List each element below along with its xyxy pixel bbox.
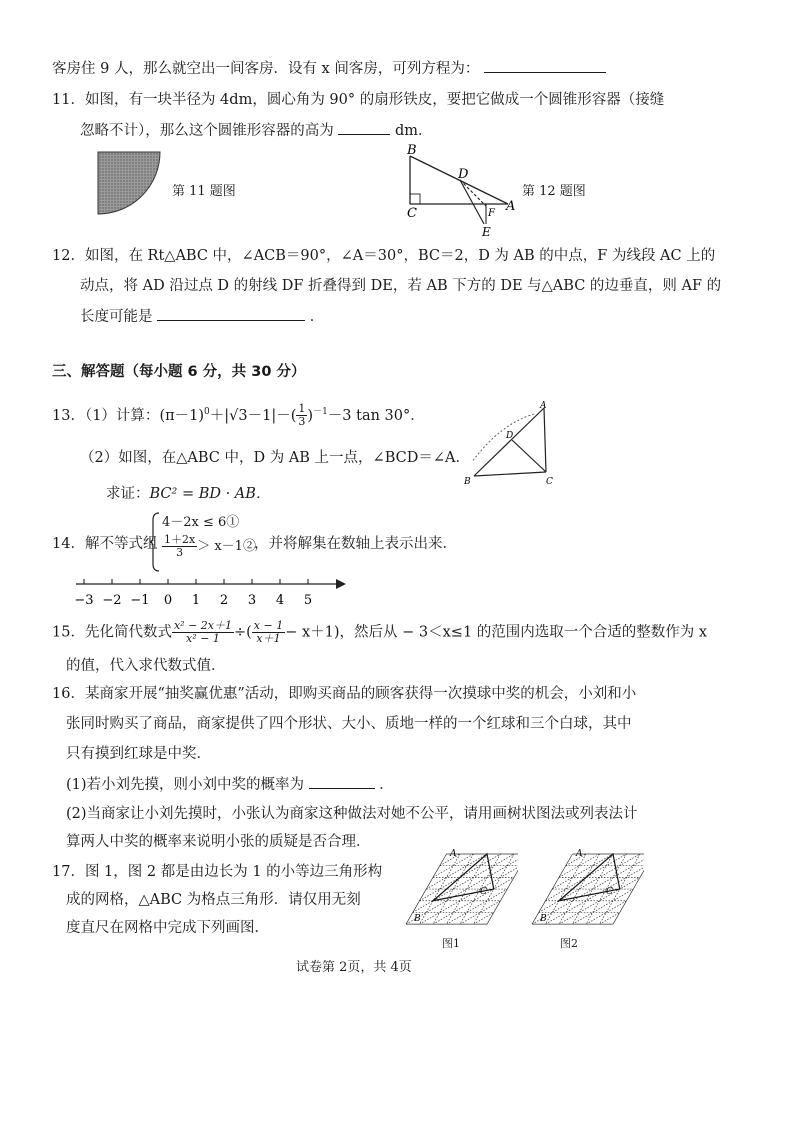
q15-rest: − x＋1)，然后从 − 3＜x≤1 的范围内选取一个合适的整数作为 x bbox=[285, 624, 708, 641]
grid-line bbox=[447, 889, 508, 924]
q12-label-b: B bbox=[407, 143, 417, 158]
number-line-tick-label: 5 bbox=[303, 593, 313, 608]
number-line-tick-label: 2 bbox=[219, 593, 229, 608]
q12-text-3: 长度可能是 bbox=[80, 309, 153, 325]
q14-number-line bbox=[70, 574, 350, 610]
number-line-tick-label: 1 bbox=[191, 593, 201, 608]
q13-exp-zero: 0 bbox=[204, 407, 210, 417]
q12-figure-caption: 第 12 题图 bbox=[522, 184, 586, 199]
q13-label-d: D bbox=[506, 431, 514, 441]
q14-ineq2-fraction bbox=[162, 534, 197, 559]
q11-line2 bbox=[80, 120, 433, 141]
q17-number: 17． bbox=[52, 864, 85, 880]
q14-number: 14． bbox=[52, 536, 85, 552]
q17-line3: 度直尺在网格中完成下列画图． bbox=[66, 920, 269, 936]
q11-unit: dm． bbox=[394, 123, 433, 139]
grid-line bbox=[420, 866, 519, 924]
q12-label-c: C bbox=[407, 206, 417, 221]
q13-part1-label: （1）计算： bbox=[84, 407, 160, 424]
q11-line1 bbox=[52, 90, 664, 110]
q16-part1 bbox=[66, 774, 394, 795]
q17-grid-figure-2 bbox=[514, 844, 644, 952]
q16-part2-line1: (2)当商家让小刘先摸时，小张认为商家这种做法对她不公平，请用画树状图法或列表法计 bbox=[66, 806, 638, 822]
q15-fraction-2 bbox=[252, 620, 285, 645]
q11-number: 11． bbox=[52, 92, 85, 108]
q12-triangle-figure bbox=[398, 142, 522, 238]
q13-part1-line: 13．（1）计算：$(\pi-1)^0+|√3-1|-$( $\frac{1}{3}$ )$^{-1}$－3 tan 30°． bbox=[52, 402, 425, 429]
q15-div: ÷( bbox=[233, 624, 252, 641]
q14-ineq2-rest: ＞ x－1② bbox=[197, 539, 256, 554]
q14-line bbox=[52, 534, 157, 554]
q13-label-a: A bbox=[540, 401, 547, 411]
q13-exp-neg1: －1 bbox=[313, 407, 328, 417]
q17-fig1-caption: 图1 bbox=[442, 937, 460, 950]
q13-expr-c: －3 tan 30°． bbox=[327, 407, 425, 424]
q16-part2-line2: 算两人中奖的概率来说明小张的质疑是否合理． bbox=[66, 834, 371, 850]
q14-brace bbox=[150, 512, 160, 572]
q14-ineq1: 4－2x ≤ 6① bbox=[162, 515, 240, 530]
q16-part1-end: ． bbox=[379, 777, 394, 793]
q13-part2-line: （2）如图，在△ABC 中，D 为 AB 上一点，∠BCD＝∠A． bbox=[80, 450, 470, 466]
q12-end-mark: ． bbox=[309, 309, 325, 325]
q17-line2: 成的网格，△ABC 为格点三角形．请仅用无刻 bbox=[66, 892, 361, 908]
q14-ineq2-den: 3 bbox=[176, 546, 184, 559]
q16-part1-text: (1)若小刘先摸，则小刘中奖的概率为 bbox=[66, 777, 305, 793]
q12-number: 12． bbox=[52, 248, 85, 264]
q13-prove-label: 求证： bbox=[106, 486, 150, 502]
section3-title: 三、解答题（每小题 6 分，共 30 分） bbox=[52, 364, 306, 380]
q15-line2: 的值，代入求代数式值． bbox=[66, 658, 226, 674]
q17-fig1-label-b: B bbox=[414, 914, 421, 924]
q14-label: 解不等式组 bbox=[84, 536, 158, 552]
q12-label-d: D bbox=[458, 167, 469, 182]
q13-label-b: B bbox=[464, 477, 471, 487]
q15-f1-den: x² − 1 bbox=[186, 632, 220, 645]
q13-prove-expr: BC² = BD · AB． bbox=[149, 486, 271, 502]
q13-label-c: C bbox=[546, 477, 553, 487]
grid-line bbox=[546, 866, 645, 924]
q17-line1 bbox=[52, 862, 382, 882]
q12-answer-blank[interactable] bbox=[157, 306, 305, 321]
q14-ineq2 bbox=[162, 534, 256, 559]
q12-label-a: A bbox=[506, 199, 516, 214]
q10-tail-line bbox=[52, 58, 606, 79]
q12-line2: 动点，将 AD 沿过点 D 的射线 DF 折叠得到 DE，若 AB 下方的 DE 与△ABC 的边垂直，则 AF 的 bbox=[80, 278, 722, 294]
q17-fig2-label-a: A bbox=[576, 849, 583, 859]
q16-number: 16． bbox=[52, 686, 85, 702]
q15-number: 15． bbox=[52, 624, 85, 641]
q15-line1 bbox=[52, 620, 707, 645]
q16-line3: 只有摸到红球是中奖． bbox=[66, 746, 211, 762]
number-line-arrow-icon bbox=[336, 579, 346, 589]
grid-line bbox=[406, 854, 447, 924]
q10-answer-blank[interactable] bbox=[484, 58, 606, 73]
q15-f2-num: x − 1 bbox=[253, 619, 284, 632]
q12-line3 bbox=[80, 306, 324, 327]
q13-frac-den: 3 bbox=[298, 415, 306, 429]
q13-triangle-figure bbox=[460, 400, 560, 490]
q12-label-f: F bbox=[488, 208, 495, 219]
grid-line bbox=[532, 854, 573, 924]
q17-fig2-label-c: C bbox=[606, 887, 613, 897]
q11-text-1: 如图，有一块半径为 4dm，圆心角为 90° 的扇形铁皮，要把它做成一个圆锥形容器（接缝 bbox=[84, 92, 665, 108]
q16-line1 bbox=[52, 684, 636, 704]
q17-fig1-label-a: A bbox=[450, 849, 457, 859]
q17-fig2-label-b: B bbox=[540, 914, 547, 924]
q15-fraction-1 bbox=[172, 620, 234, 645]
q15-label: 先化简代数式 bbox=[84, 624, 172, 641]
grid-line bbox=[406, 854, 518, 924]
grid-line bbox=[573, 889, 634, 924]
q15-f1-num: x² − 2x＋1 bbox=[173, 619, 232, 632]
q11-text-2: 忽略不计），那么这个圆锥形容器的高为 bbox=[80, 123, 334, 139]
q13-expr-b: ＋|√3－1|－ bbox=[209, 407, 291, 424]
number-line-tick-label: −1 bbox=[130, 593, 150, 608]
q17-text-1: 图 1，图 2 都是由边长为 1 的小等边三角形构 bbox=[84, 864, 383, 880]
q14-tail: ，并将解集在数轴上表示出来． bbox=[254, 536, 457, 552]
q13-expr-a: (π－1) bbox=[159, 407, 205, 424]
q11-answer-blank[interactable] bbox=[338, 120, 390, 135]
q11-figure-caption: 第 11 题图 bbox=[172, 184, 236, 199]
grid-line bbox=[532, 854, 644, 924]
q12-text-1: 如图，在 Rt△ABC 中，∠ACB＝90°，∠A＝30°，BC＝2，D 为 AB 的中点，F 为线段 AC 上的 bbox=[84, 248, 716, 264]
number-line-tick-label: 4 bbox=[275, 593, 285, 608]
number-line-tick-label: −3 bbox=[74, 593, 94, 608]
number-line-tick-label: −2 bbox=[102, 593, 122, 608]
page-footer: 试卷第 2页，共 4页 bbox=[296, 960, 412, 975]
q10-tail-text: 客房住 9 人，那么就空出一间客房．设有 x 间客房，可列方程为： bbox=[52, 61, 480, 77]
q14-ineq2-num: 1＋2x bbox=[164, 533, 196, 546]
q13-frac-num: 1 bbox=[298, 402, 306, 416]
number-line-tick-label: 3 bbox=[247, 593, 257, 608]
q17-fig2-caption: 图2 bbox=[560, 937, 578, 950]
q16-line2: 张同时购买了商品，商家提供了四个形状、大小、质地一样的一个红球和三个白球，其中 bbox=[66, 716, 632, 732]
q16-answer-blank[interactable] bbox=[309, 774, 375, 789]
q17-fig1-label-c: C bbox=[480, 887, 487, 897]
q12-line1 bbox=[52, 246, 715, 266]
q12-label-e: E bbox=[482, 225, 491, 238]
q11-sector-figure bbox=[96, 150, 166, 220]
q16-text-1: 某商家开展“抽奖赢优惠”活动，即购买商品的顾客获得一次摸球中奖的机会，小刘和小 bbox=[84, 686, 637, 702]
q13-number: 13． bbox=[52, 407, 85, 424]
q15-f2-den: x＋1 bbox=[256, 632, 281, 645]
q13-prove-line bbox=[106, 484, 270, 504]
number-line-tick-label: 0 bbox=[163, 593, 173, 608]
q13-fraction bbox=[296, 403, 307, 428]
